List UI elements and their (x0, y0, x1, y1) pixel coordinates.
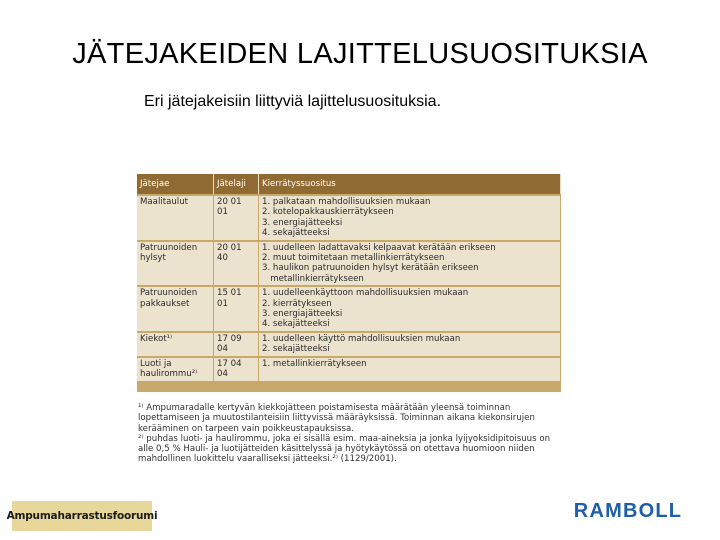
column-header-laji: Jätelaji (214, 174, 259, 195)
cell-text: 2. sekajätteeksi (262, 344, 330, 355)
footnote-1: ¹⁾ Ampumaradalle kertyvän kiekkojätteen poistamisesta määrätään yleensä toiminnan lopettamiseen ja muutostilanteisiin liittyvissä määräyksissä. Toiminnan aikana kiekonsirujen kerääminen on tarpeen vain poikkeustapauksissa. (138, 403, 535, 434)
cell-text: Luoti ja (140, 358, 172, 369)
cell-jae (137, 241, 214, 287)
table-row (137, 332, 561, 357)
cell-laji: 17 04 04 (214, 357, 259, 381)
cell-suositus (259, 241, 561, 287)
recycling-table (137, 174, 561, 381)
cell-laji: 20 01 01 (214, 195, 259, 241)
cell-text: Maalitaulut (140, 197, 189, 207)
table-row (137, 286, 561, 332)
cell-laji: 15 01 01 (214, 286, 259, 332)
table-header-row (137, 174, 561, 195)
cell-text: 1. uudelleen käyttö mahdollisuuksien mukaan (262, 333, 461, 344)
slide-title: JÄTEJAKEIDEN LAJITTELUSUOSITUKSIA (72, 38, 648, 70)
column-header-jae: Jätejae (137, 174, 214, 195)
table-row (137, 195, 561, 241)
cell-text: 3. haulikon patruunoiden hylsyt kerätään erikseen (262, 263, 479, 274)
cell-text: 1. uudelleenkäyttoon mahdollisuuksien mukaan (262, 288, 469, 299)
cell-text: haulirommu²⁾ (140, 369, 198, 380)
cell-suositus (259, 332, 561, 357)
cell-text: pakkaukset (140, 298, 190, 309)
recycling-table-image (137, 174, 561, 392)
cell-text: 2. kierrätykseen (262, 298, 332, 309)
cell-text: metallinkierrätykseen (262, 273, 364, 284)
cell-text: 2. muut toimitetaan metallinkierrätykseen (262, 253, 445, 264)
cell-jae (137, 357, 214, 381)
cell-text: 2. kotelopakkauskierrätykseen (262, 207, 394, 218)
cell-laji: 20 01 40 (214, 241, 259, 287)
cell-suositus (259, 286, 561, 332)
table-row (137, 241, 561, 287)
cell-jae (137, 195, 214, 241)
cell-text: Patruunoiden (140, 242, 198, 253)
ampumaharrastusfoorumi-logo: Ampumaharrastusfoorumi (12, 501, 152, 531)
cell-text: 3. energiajätteeksi (262, 217, 343, 228)
cell-jae (137, 286, 214, 332)
cell-text: 1. metallinkierrätykseen (262, 358, 367, 369)
footnote-2: ²⁾ puhdas luoti- ja haulirommu, joka ei sisällä esim. maa-aineksia ja jonka lyijyoksidipitoisuus on alle 0,5 % Hauli- ja luotijätteiden käsittelyssä ja hyötykäytössä on otettava huomioon niiden mahdollinen luokittelu vaaralliseksi jätteeksi.²⁾ (1129/2001). (138, 433, 551, 465)
cell-text: 4. sekajätteeksi (262, 228, 330, 239)
cell-laji: 17 09 04 (214, 332, 259, 357)
table-footnotes (138, 403, 558, 465)
cell-text: Patruunoiden (140, 288, 198, 299)
ramboll-logo: RAMBOLL (573, 499, 683, 522)
table-row (137, 357, 561, 381)
cell-suositus (259, 357, 561, 381)
slide-subtitle: Eri jätejakeisiin liittyviä lajittelusuosituksia. (144, 93, 442, 110)
cell-jae (137, 332, 214, 357)
cell-suositus (259, 195, 561, 241)
cell-text: hylsyt (140, 253, 166, 264)
cell-text: Kiekot¹⁾ (140, 333, 173, 344)
column-header-suositus: Kierrätyssuositus (259, 174, 561, 195)
cell-text: 1. uudelleen ladattavaksi kelpaavat kerätään erikseen (262, 242, 496, 253)
cell-text: 1. palkataan mahdollisuuksien mukaan (262, 197, 431, 207)
cell-text: 4. sekajätteeksi (262, 319, 330, 330)
cell-text: 3. energiajätteeksi (262, 309, 343, 320)
